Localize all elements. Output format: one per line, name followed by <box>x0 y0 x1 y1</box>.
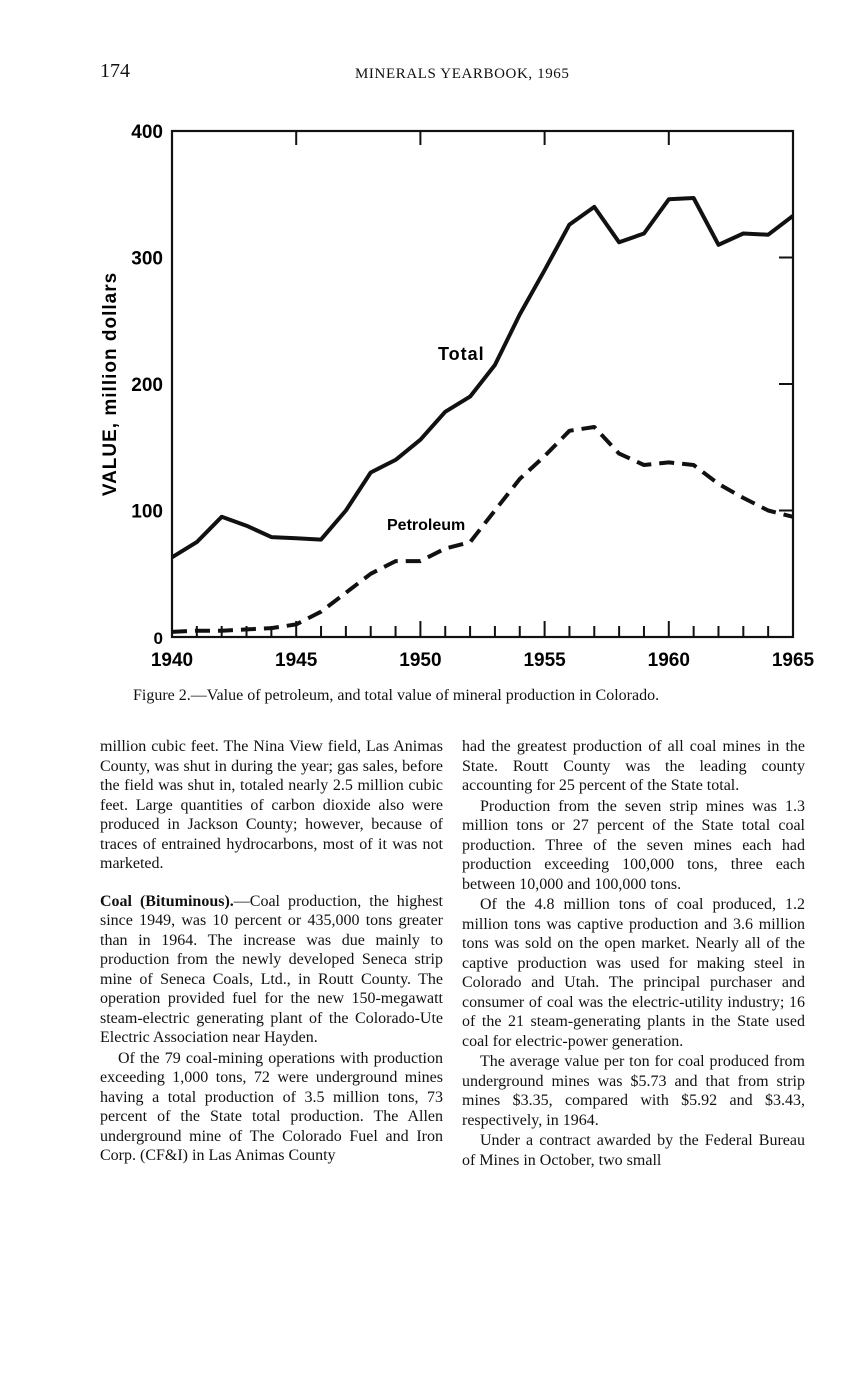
y-axis-label: VALUE, million dollars <box>100 271 121 497</box>
right-paragraph-1: Production from the seven strip mines was 1.3 million tons or 27 percent of the State total coal production. Three of the seven mines each had production exceeding 100,000 tons, three each between 10,000 and 100,000 tons. <box>462 797 805 893</box>
right-paragraph-4: Under a contract awarded by the Federal Bureau of Mines in October, two small <box>462 1132 805 1169</box>
x-tick-label-1960: 1960 <box>647 650 690 671</box>
total-series-label: Total <box>438 344 485 364</box>
x-tick-label-1955: 1955 <box>523 650 566 671</box>
page-number: 174 <box>100 60 130 82</box>
x-tick-label-1940: 1940 <box>150 650 194 671</box>
x-tick-label-1950: 1950 <box>399 650 442 671</box>
axis-ticks <box>197 131 793 637</box>
left-paragraph-2: Of the 79 coal-mining operations with production exceeding 1,000 tons, 72 were underground mines having a total production of 3.5 million tons, 73 percent of the State total production. The Allen underground mine of The Colorado Fuel and Iron Corp. (CF&I) in Las Animas County <box>100 1049 443 1164</box>
series-total-line <box>172 198 793 557</box>
axis-tick-labels <box>131 122 814 671</box>
right-paragraph-2: Of the 4.8 million tons of coal produced, 1.2 million tons was captive production and 3.6 million tons was sold on the open market. Nearly all of the captive production was used for making steel in Colorado and Utah. The principal purchaser and consumer of coal was the electric-utility industry; 16 of the 21 steam-generating plants in the State used coal for electric-power generation. <box>462 896 805 1050</box>
figure-chart <box>0 0 851 680</box>
y-tick-label-100: 100 <box>131 501 163 523</box>
y-tick-label-0: 0 <box>153 629 163 648</box>
x-tick-label-1965: 1965 <box>771 650 815 671</box>
section-heading: Coal (Bituminous). <box>100 892 234 910</box>
y-tick-label-200: 200 <box>131 375 163 396</box>
left-column <box>100 737 443 1166</box>
series-layer <box>172 198 793 632</box>
right-paragraph-0: had the greatest production of all coal mines in the State. Routt County was the leading county accounting for 25 percent of the State total. <box>462 738 805 794</box>
petroleum-series-label: Petroleum <box>387 517 466 534</box>
x-tick-label-1945: 1945 <box>275 650 318 671</box>
left-paragraph-0: million cubic feet. The Nina View field, Las Animas County, was shut in during the year; gas sales, before the field was shut in, totaled nearly 2.5 million cubic feet. Large quantities of carbon dioxide also were produced in Jackson County; however, because of traces of entrained hydrocarbons, most of it was not marketed. <box>100 738 443 872</box>
right-paragraph-3: The average value per ton for coal produced from underground mines was $5.73 and that from strip mines $3.35, compared with $5.92 and $3.43, respectively, in 1964. <box>462 1053 805 1129</box>
section-text: —Coal production, the highest since 1949, was 10 percent or 435,000 tons greater than in 1964. The increase was due mainly to production from the newly developed Seneca strip mine of Seneca Coals, Ltd., in Routt County. The operation provided fuel for the new 150-megawatt steam-electric generating plant of the Colorado-Ute Electric Association near Hayden. <box>100 892 444 1046</box>
figure-caption: Figure 2.—Value of petroleum, and total value of mineral production in Colorado. <box>133 687 660 704</box>
y-tick-label-300: 300 <box>131 248 163 270</box>
running-title: MINERALS YEARBOOK, 1965 <box>355 66 570 82</box>
right-column <box>462 737 805 1170</box>
left-paragraph-1 <box>100 892 443 1048</box>
series-petroleum-line <box>172 427 793 632</box>
y-tick-label-400: 400 <box>131 122 163 143</box>
